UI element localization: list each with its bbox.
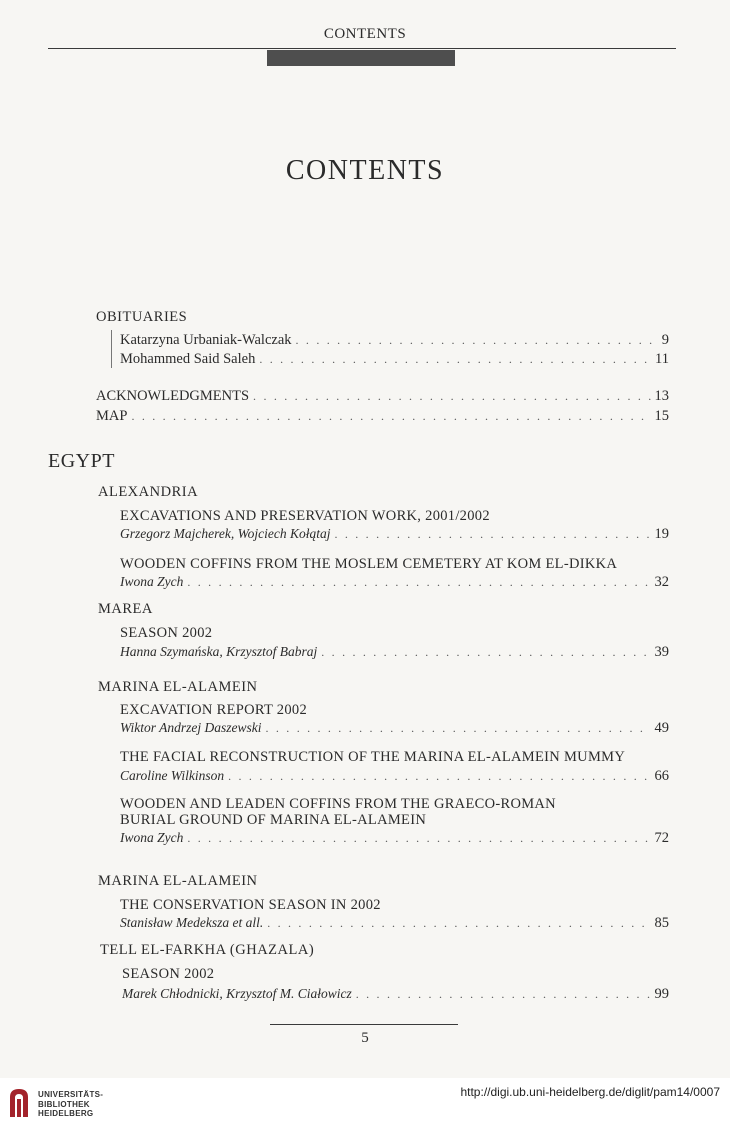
- dot-leader: [259, 350, 651, 368]
- toc-entry-acknowledgments[interactable]: [96, 387, 669, 405]
- entry-page: 19: [654, 526, 669, 542]
- running-head: CONTENTS: [323, 26, 407, 42]
- toc-entry-wooden-coffins-kom-el-dikka[interactable]: [120, 573, 669, 591]
- entry-title: THE CONSERVATION SEASON IN 2002: [120, 897, 381, 913]
- library-name-line: HEIDELBERG: [38, 1109, 94, 1118]
- entry-author: Iwona Zych: [120, 574, 184, 589]
- dot-leader: [187, 573, 650, 591]
- toc-entry-facial-reconstruction[interactable]: [120, 767, 669, 785]
- entry-page: 15: [654, 408, 669, 424]
- entry-page: 72: [654, 830, 669, 846]
- library-name-line: BIBLIOTHEK: [38, 1099, 90, 1109]
- toc-entry-map[interactable]: [96, 407, 669, 425]
- header-rule: [48, 48, 676, 49]
- entry-title: WOODEN AND LEADEN COFFINS FROM THE GRAECO-ROMAN: [120, 796, 556, 812]
- source-url-link[interactable]: http://digi.ub.uni-heidelberg.de/diglit/pam14/0007: [460, 1085, 720, 1099]
- entry-title: EXCAVATION REPORT 2002: [120, 702, 308, 718]
- dot-leader: [356, 985, 651, 1003]
- entry-page: 13: [654, 388, 669, 404]
- entry-author: Iwona Zych: [120, 830, 184, 845]
- entry-page: 32: [654, 574, 669, 590]
- entry-author: Wiktor Andrzej Daszewski: [120, 720, 262, 735]
- dot-leader: [253, 387, 650, 405]
- toc-entry-wooden-leaden-coffins[interactable]: [120, 829, 669, 847]
- entry-page: 39: [654, 644, 669, 660]
- entry-title: SEASON 2002: [120, 625, 213, 641]
- dot-leader: [321, 643, 650, 661]
- dot-leader: [334, 525, 650, 543]
- library-name: [38, 1090, 103, 1119]
- page-number: 5: [361, 1030, 369, 1046]
- entry-author: Stanisław Medeksza et all.: [120, 915, 264, 930]
- entry-title: EXCAVATIONS AND PRESERVATION WORK, 2001/2002: [120, 508, 490, 524]
- dot-leader: [187, 829, 650, 847]
- library-logo-icon: [8, 1087, 30, 1119]
- toc-entry-excavations-preservation[interactable]: [120, 525, 669, 543]
- site-heading-tell-el-farkha: TELL EL-FARKHA (GHAZALA): [100, 942, 315, 958]
- entry-title: Mohammed Said Saleh: [120, 351, 256, 367]
- entry-page: 66: [654, 768, 669, 784]
- library-name-line: UNIVERSITÄTS-: [38, 1090, 104, 1099]
- entry-title: MAP: [96, 408, 128, 424]
- entry-title: BURIAL GROUND OF MARINA EL-ALAMEIN: [120, 812, 427, 828]
- toc-entry-tell-el-farkha-season-2002[interactable]: [122, 985, 669, 1003]
- toc-entry-excavation-report-2002[interactable]: [120, 719, 669, 737]
- entry-page: 9: [661, 332, 669, 348]
- site-heading-marina-el-alamein-2: MARINA EL-ALAMEIN: [98, 873, 258, 889]
- entry-author: Caroline Wilkinson: [120, 768, 225, 783]
- entry-title: ACKNOWLEDGMENTS: [96, 388, 250, 404]
- entry-author: Hanna Szymańska, Krzysztof Babraj: [120, 644, 318, 659]
- entry-title: WOODEN COFFINS FROM THE MOSLEM CEMETERY AT KOM EL-DIKKA: [120, 556, 618, 572]
- dot-leader: [266, 719, 651, 737]
- site-heading-marina-el-alamein: MARINA EL-ALAMEIN: [98, 679, 258, 695]
- entry-title: THE FACIAL RECONSTRUCTION OF THE MARINA EL-ALAMEIN MUMMY: [120, 749, 626, 765]
- page-title: CONTENTS: [285, 155, 445, 186]
- toc-entry-marea-season-2002[interactable]: [120, 643, 669, 661]
- dot-leader: [296, 331, 658, 349]
- header-bar: [267, 50, 455, 66]
- obituaries-heading: OBITUARIES: [96, 309, 188, 325]
- entry-title: SEASON 2002: [122, 966, 215, 982]
- toc-entry-obituary-2[interactable]: [120, 350, 669, 368]
- section-heading-egypt: EGYPT: [48, 450, 115, 472]
- entry-title: Katarzyna Urbaniak-Walczak: [120, 332, 292, 348]
- dot-leader: [228, 767, 650, 785]
- footer-rule: [270, 1024, 458, 1025]
- obituaries-bracket: [111, 330, 112, 368]
- site-heading-marea: MAREA: [98, 601, 153, 617]
- entry-author: Marek Chłodnicki, Krzysztof M. Ciałowicz: [122, 986, 352, 1001]
- entry-author: Grzegorz Majcherek, Wojciech Kołątaj: [120, 526, 331, 541]
- entry-page: 85: [654, 915, 669, 931]
- site-heading-alexandria: ALEXANDRIA: [98, 484, 199, 500]
- toc-entry-obituary-1[interactable]: [120, 331, 669, 349]
- dot-leader: [131, 407, 650, 425]
- entry-page: 11: [655, 351, 669, 367]
- toc-entry-conservation-season-2002[interactable]: [120, 914, 669, 932]
- entry-page: 99: [654, 986, 669, 1002]
- dot-leader: [267, 914, 650, 932]
- entry-page: 49: [654, 720, 669, 736]
